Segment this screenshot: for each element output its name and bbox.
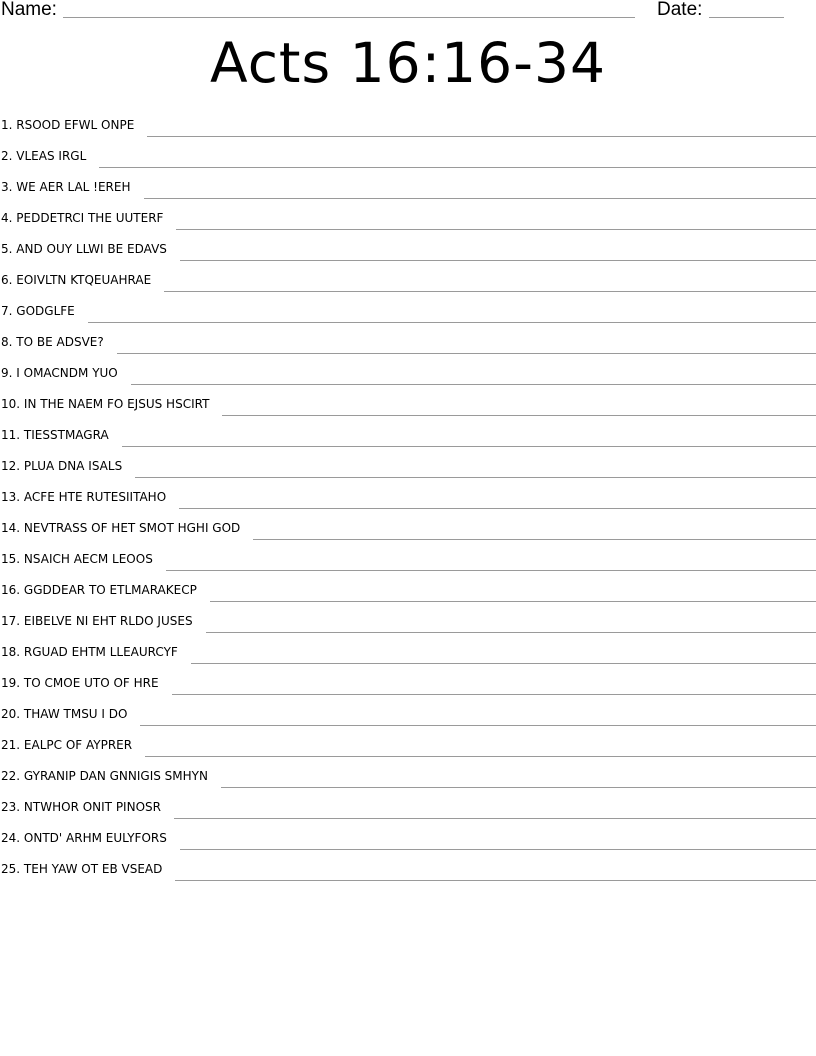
question-number: 20. <box>1 707 21 721</box>
answer-line[interactable] <box>145 756 816 757</box>
scrambled-phrase: ONTD' ARHM EULYFORS <box>23 831 167 845</box>
answer-line[interactable] <box>166 570 816 571</box>
question-row <box>0 296 816 327</box>
answer-line[interactable] <box>99 167 816 168</box>
question-row <box>0 699 816 730</box>
answer-line[interactable] <box>222 415 816 416</box>
scrambled-phrase: NEVTRASS OF HET SMOT HGHI GOD <box>23 521 241 535</box>
question-row <box>0 110 816 141</box>
scrambled-phrase: RSOOD EFWL ONPE <box>16 118 135 132</box>
worksheet-header <box>0 0 816 24</box>
answer-line[interactable] <box>175 880 816 881</box>
scrambled-phrase: TO BE ADSVE? <box>16 335 104 349</box>
question-row <box>0 730 816 761</box>
question-row <box>0 358 816 389</box>
question-number: 6. <box>1 273 13 287</box>
question-number: 13. <box>1 490 21 504</box>
scrambled-phrase: PEDDETRCI THE UUTERF <box>16 211 164 225</box>
answer-line[interactable] <box>164 291 816 292</box>
scrambled-phrase: WE AER LAL !EREH <box>16 180 131 194</box>
scrambled-phrase: GYRANIP DAN GNNIGIS SMHYN <box>23 769 208 783</box>
question-row <box>0 823 816 854</box>
question-text <box>0 582 197 598</box>
question-text <box>0 179 131 195</box>
scrambled-phrase: TIESSTMAGRA <box>23 428 109 442</box>
question-number: 7. <box>1 304 13 318</box>
question-number: 23. <box>1 800 21 814</box>
answer-line[interactable] <box>122 446 816 447</box>
question-number: 11. <box>1 428 21 442</box>
question-text <box>0 675 159 691</box>
answer-line[interactable] <box>210 601 816 602</box>
answer-line[interactable] <box>179 508 816 509</box>
answer-line[interactable] <box>180 260 816 261</box>
answer-line[interactable] <box>147 136 816 137</box>
question-number: 12. <box>1 459 21 473</box>
question-row <box>0 451 816 482</box>
question-number: 1. <box>1 118 13 132</box>
question-row <box>0 420 816 451</box>
answer-line[interactable] <box>140 725 816 726</box>
answer-line[interactable] <box>172 694 816 695</box>
question-row <box>0 761 816 792</box>
question-row <box>0 141 816 172</box>
question-text <box>0 706 127 722</box>
date-field-line[interactable] <box>709 17 784 18</box>
question-number: 3. <box>1 180 13 194</box>
question-number: 19. <box>1 676 21 690</box>
scrambled-phrase: TEH YAW OT EB VSEAD <box>23 862 163 876</box>
answer-line[interactable] <box>176 229 816 230</box>
question-text <box>0 117 134 133</box>
question-number: 14. <box>1 521 21 535</box>
question-number: 2. <box>1 149 13 163</box>
question-row <box>0 544 816 575</box>
scrambled-phrase: EIBELVE NI EHT RLDO JUSES <box>23 614 193 628</box>
answer-line[interactable] <box>206 632 816 633</box>
question-text <box>0 644 178 660</box>
question-number: 25. <box>1 862 21 876</box>
scrambled-phrase: EOIVLTN KTQEUAHRAE <box>16 273 152 287</box>
question-text <box>0 830 167 846</box>
question-number: 9. <box>1 366 13 380</box>
question-text <box>0 520 240 536</box>
question-row <box>0 513 816 544</box>
scrambled-phrase: ACFE HTE RUTESIITAHO <box>23 490 167 504</box>
scrambled-phrase: NSAICH AECM LEOOS <box>23 552 153 566</box>
question-text <box>0 458 122 474</box>
answer-line[interactable] <box>135 477 816 478</box>
answer-line[interactable] <box>88 322 816 323</box>
scrambled-phrase: VLEAS IRGL <box>16 149 87 163</box>
question-text <box>0 861 162 877</box>
question-row <box>0 792 816 823</box>
question-text <box>0 303 75 319</box>
answer-line[interactable] <box>131 384 816 385</box>
question-row <box>0 637 816 668</box>
scrambled-phrase: NTWHOR ONIT PINOSR <box>23 800 161 814</box>
question-text <box>0 148 86 164</box>
scrambled-phrase: RGUAD EHTM LLEAURCYF <box>23 645 178 659</box>
question-text <box>0 799 161 815</box>
question-row <box>0 389 816 420</box>
question-row <box>0 606 816 637</box>
question-row <box>0 265 816 296</box>
question-text <box>0 241 167 257</box>
answer-line[interactable] <box>253 539 816 540</box>
question-number: 17. <box>1 614 21 628</box>
question-text <box>0 334 104 350</box>
scrambled-phrase: IN THE NAEM FO EJSUS HSCIRT <box>23 397 210 411</box>
question-number: 8. <box>1 335 13 349</box>
name-label: Name: <box>1 0 57 20</box>
question-number: 24. <box>1 831 21 845</box>
question-number: 15. <box>1 552 21 566</box>
scrambled-phrase: TO CMOE UTO OF HRE <box>23 676 159 690</box>
question-text <box>0 613 193 629</box>
name-field-line[interactable] <box>63 17 635 18</box>
scrambled-phrase: AND OUY LLWI BE EDAVS <box>16 242 167 256</box>
question-number: 10. <box>1 397 21 411</box>
question-row <box>0 234 816 265</box>
question-text <box>0 210 163 226</box>
date-label: Date: <box>657 0 703 20</box>
question-row <box>0 575 816 606</box>
question-number: 4. <box>1 211 13 225</box>
question-row <box>0 327 816 358</box>
answer-line[interactable] <box>144 198 816 199</box>
question-text <box>0 272 151 288</box>
question-row <box>0 668 816 699</box>
answer-line[interactable] <box>180 849 816 850</box>
question-text <box>0 737 132 753</box>
question-list <box>0 110 816 885</box>
question-number: 18. <box>1 645 21 659</box>
answer-line[interactable] <box>174 818 816 819</box>
scrambled-phrase: PLUA DNA ISALS <box>23 459 123 473</box>
question-text <box>0 365 118 381</box>
answer-line[interactable] <box>221 787 816 788</box>
scrambled-phrase: THAW TMSU I DO <box>23 707 128 721</box>
scrambled-phrase: GODGLFE <box>16 304 75 318</box>
page-title: Acts 16:16-34 <box>210 31 606 95</box>
scrambled-phrase: EALPC OF AYPRER <box>23 738 133 752</box>
question-text <box>0 551 153 567</box>
question-row <box>0 482 816 513</box>
question-number: 21. <box>1 738 21 752</box>
question-row <box>0 172 816 203</box>
scrambled-phrase: I OMACNDM YUO <box>16 366 118 380</box>
question-text <box>0 427 109 443</box>
question-text <box>0 396 209 412</box>
question-text <box>0 768 208 784</box>
question-number: 16. <box>1 583 21 597</box>
question-row <box>0 203 816 234</box>
question-text <box>0 489 166 505</box>
answer-line[interactable] <box>191 663 816 664</box>
question-number: 5. <box>1 242 13 256</box>
question-row <box>0 854 816 885</box>
question-number: 22. <box>1 769 21 783</box>
answer-line[interactable] <box>117 353 816 354</box>
scrambled-phrase: GGDDEAR TO ETLMARAKECP <box>23 583 197 597</box>
